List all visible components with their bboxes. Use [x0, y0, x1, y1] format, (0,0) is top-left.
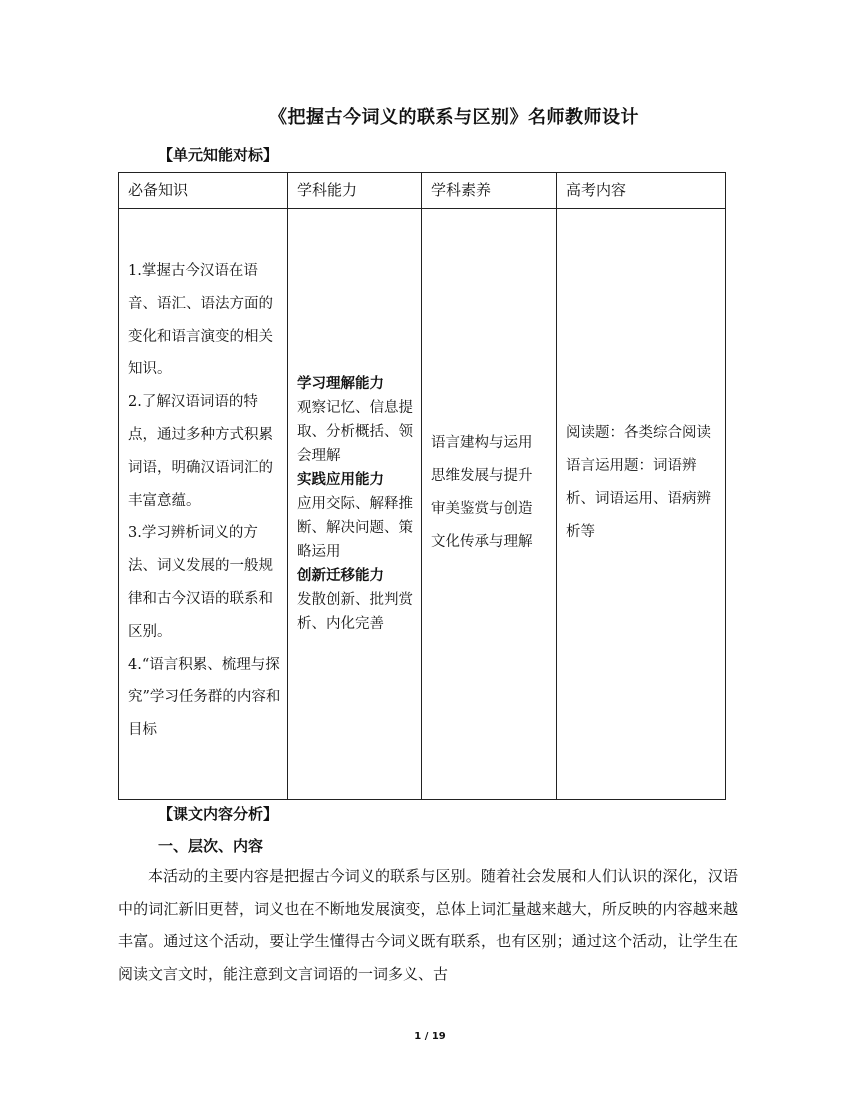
ability-desc: 应用交际、解释推断、解决问题、策略运用: [297, 496, 413, 560]
header-knowledge: 必备知识: [119, 173, 288, 209]
header-literacy: 学科素养: [422, 173, 557, 209]
literacy-item: 审美鉴赏与创造: [431, 501, 533, 517]
literacy-item: 语言建构与运用: [431, 435, 533, 452]
table-row: [119, 209, 726, 800]
body-paragraph: 本活动的主要内容是把握古今词义的联系与区别。随着社会发展和人们认识的深化，汉语中的词汇新旧更替，词义也在不断地发展演变，总体上词汇量越来越大，所反映的内容越来越丰富。通过这个活动，要让学生懂得古今词义既有联系，也有区别；通过这个活动，让学生在阅读文言文时，能注意到文言词语的一词多义、古: [118, 867, 738, 983]
ability-name: 实践应用能力: [297, 472, 384, 488]
exam-cell: [557, 209, 726, 800]
knowledge-cell: [119, 209, 288, 800]
table-header-row: [119, 173, 726, 209]
ability-desc: 观察记忆、信息提取、分析概括、领会理解: [297, 400, 413, 464]
subheading-levels: 一、层次、内容: [158, 837, 264, 855]
exam-item: 阅读题：各类综合阅读: [566, 425, 711, 442]
ability-name: 学习理解能力: [297, 376, 384, 392]
header-ability: 学科能力: [288, 173, 422, 209]
knowledge-item: 1.掌握古今汉语在语音、语汇、语法方面的变化和语言演变的相关知识。: [128, 263, 273, 378]
exam-item: 语言运用题：词语辨析、词语运用、语病辨析等: [566, 458, 711, 540]
knowledge-item: 4.“语言积累、梳理与探究”学习任务群的内容和目标: [128, 656, 281, 739]
unit-goals-table: [118, 172, 726, 800]
ability-desc: 发散创新、批判赏析、内化完善: [297, 592, 413, 632]
ability-name: 创新迁移能力: [297, 568, 384, 584]
literacy-item: 思维发展与提升: [431, 468, 533, 485]
section-heading-content-analysis: 【课文内容分析】: [158, 805, 279, 823]
literacy-cell: [422, 209, 557, 800]
literacy-item: 文化传承与理解: [431, 533, 533, 550]
ability-cell: [288, 209, 422, 800]
knowledge-item: 2.了解汉语词语的特点，通过多种方式积累词语，明确汉语词汇的丰富意蕴。: [128, 394, 273, 509]
page-number: 1 / 19: [414, 1031, 446, 1042]
knowledge-item: 3.学习辨析词义的方法、词义发展的一般规律和古今汉语的联系和区别。: [128, 525, 273, 640]
header-exam: 高考内容: [557, 173, 726, 209]
section-heading-unit-goals: 【单元知能对标】: [158, 146, 279, 164]
document-title: 《把握古今词义的联系与区别》名师教师设计: [269, 107, 639, 128]
